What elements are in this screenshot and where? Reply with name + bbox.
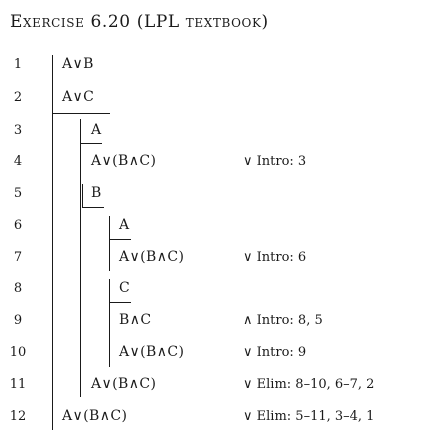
assumption-bar [82,207,104,208]
line-number: 1 [13,57,23,72]
formula: A∨(B∧C) [119,344,185,360]
line-number: 10 [9,345,27,360]
formula: A∨(B∧C) [119,249,185,265]
line-number: 5 [13,186,23,201]
justification: ∨ Intro: 3 [243,154,307,169]
exercise-title: Exercise 6.20 (LPL textbook) [10,12,269,32]
justification: ∧ Intro: 8, 5 [243,313,323,328]
justification: ∨ Intro: 9 [243,345,307,360]
justification: ∨ Intro: 6 [243,250,307,265]
formula: A∨(B∧C) [91,153,157,169]
line-number: 2 [13,90,23,105]
formula: C [119,280,131,296]
formula: A [119,217,130,233]
assumption-bar [109,302,131,303]
line-number: 12 [9,409,27,424]
formula: A∨(B∧C) [91,376,157,392]
subproof-bracket [80,119,81,169]
assumption-bar [109,239,131,240]
justification: ∨ Elim: 5–11, 3–4, 1 [243,409,375,424]
formula: A [91,122,102,138]
line-number: 4 [13,154,23,169]
subproof-scope-line [109,279,110,367]
assumption-bar [80,143,102,144]
formula: A∨(B∧C) [62,408,128,424]
formula: B [91,185,102,201]
line-number: 11 [9,377,27,392]
subproof-scope-line [109,216,110,271]
line-number: 3 [13,123,23,138]
line-number: 6 [13,218,23,233]
main-scope-line [52,55,53,430]
formula: A∨B [62,56,94,72]
formula: A∨C [62,89,95,105]
line-number: 9 [13,313,23,328]
justification: ∨ Elim: 8–10, 6–7, 2 [243,377,375,392]
premise-bar [52,113,110,114]
line-number: 8 [13,281,23,296]
formula: B∧C [119,312,152,328]
line-number: 7 [13,250,23,265]
subproof-scope-line [82,184,83,208]
